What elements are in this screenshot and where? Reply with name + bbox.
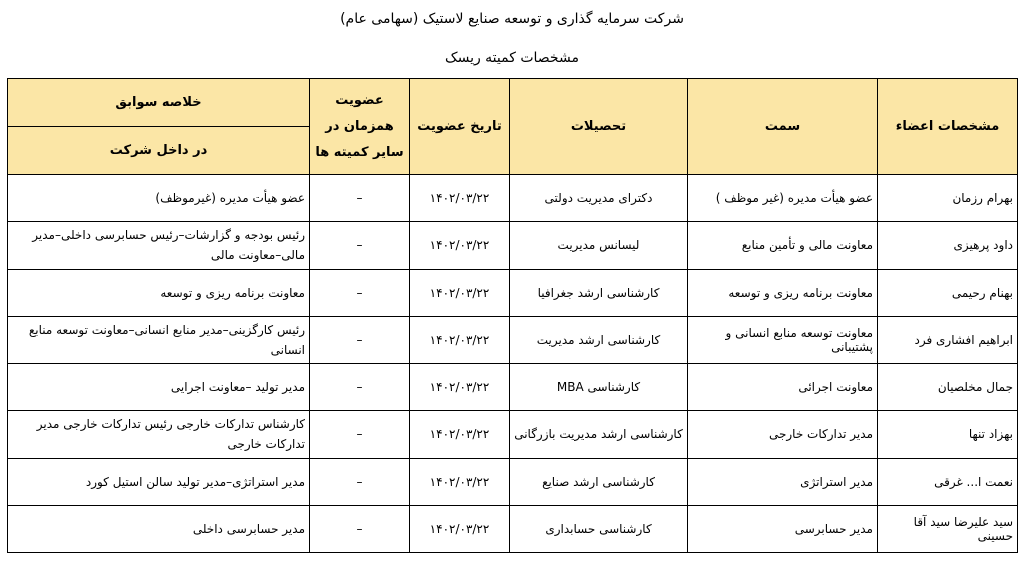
education-cell: کارشناسی ارشد صنایع <box>510 458 688 505</box>
background-cell: عضو هیأت مدیره (غیرموظف) <box>8 175 310 222</box>
member-name-cell: داود پرهیزی <box>878 222 1018 269</box>
col-header-education: تحصیلات <box>510 79 688 175</box>
membership-date-cell: ۱۴۰۲/۰۳/۲۲ <box>410 505 510 552</box>
member-name-cell: جمال مخلصیان <box>878 364 1018 411</box>
risk-committee-table <box>7 78 1018 553</box>
other-committees-cell: – <box>310 458 410 505</box>
document-subtitle: مشخصات کمیته ریسک <box>445 50 579 66</box>
background-cell: رئیس کارگزینی–مدیر منابع انسانی–معاونت توسعه منابع انسانی <box>8 316 310 363</box>
membership-date-cell: ۱۴۰۲/۰۳/۲۲ <box>410 175 510 222</box>
background-cell: مدیر تولید –معاونت اجرایی <box>8 364 310 411</box>
background-cell: مدیر حسابرسی داخلی <box>8 505 310 552</box>
membership-date-cell: ۱۴۰۲/۰۳/۲۲ <box>410 364 510 411</box>
position-cell: عضو هیأت مدیره (غیر موظف ) <box>688 175 878 222</box>
education-cell: کارشناسی ارشد مدیریت بازرگانی <box>510 411 688 458</box>
membership-date-cell: ۱۴۰۲/۰۳/۲۲ <box>410 458 510 505</box>
membership-date-cell: ۱۴۰۲/۰۳/۲۲ <box>410 411 510 458</box>
background-cell: رئیس بودجه و گزارشات–رئیس حسابرسی داخلی–مدیر مالی–معاونت مالی <box>8 222 310 269</box>
col-header-date: تاریخ عضویت <box>410 79 510 175</box>
company-title: شرکت سرمایه گذاری و توسعه صنایع لاستیک (سهامی عام) <box>340 11 684 27</box>
table-row <box>8 411 1018 458</box>
table-row <box>8 364 1018 411</box>
education-cell: کارشناسی ارشد جغرافیا <box>510 269 688 316</box>
background-cell: معاونت برنامه ریزی و توسعه <box>8 269 310 316</box>
member-name-cell: بهنام رحیمی <box>878 269 1018 316</box>
other-committees-cell: – <box>310 411 410 458</box>
other-committees-cell: – <box>310 364 410 411</box>
membership-date-cell: ۱۴۰۲/۰۳/۲۲ <box>410 316 510 363</box>
education-cell: کارشناسی MBA <box>510 364 688 411</box>
col-header-background-sub: در داخل شرکت <box>8 127 310 175</box>
position-cell: معاونت اجرائی <box>688 364 878 411</box>
education-cell: کارشناسی ارشد مدیریت <box>510 316 688 363</box>
table-row <box>8 222 1018 269</box>
position-cell: مدیر استراتژی <box>688 458 878 505</box>
table-header <box>8 79 1018 175</box>
member-name-cell: بهرام رزمان <box>878 175 1018 222</box>
member-name-cell: نعمت ا... غرقی <box>878 458 1018 505</box>
table-row <box>8 505 1018 552</box>
membership-date-cell: ۱۴۰۲/۰۳/۲۲ <box>410 222 510 269</box>
table-body <box>8 175 1018 553</box>
col-header-position: سمت <box>688 79 878 175</box>
other-committees-cell: – <box>310 316 410 363</box>
position-cell: معاونت توسعه منابع انسانی و پشتیبانی <box>688 316 878 363</box>
col-header-member: مشخصات اعضاء <box>878 79 1018 175</box>
background-cell: کارشناس تدارکات خارجی رئیس تدارکات خارجی مدیر تدارکات خارجی <box>8 411 310 458</box>
other-committees-cell: – <box>310 505 410 552</box>
membership-date-cell: ۱۴۰۲/۰۳/۲۲ <box>410 269 510 316</box>
other-committees-cell: – <box>310 175 410 222</box>
position-cell: معاونت برنامه ریزی و توسعه <box>688 269 878 316</box>
education-cell: کارشناسی حسابداری <box>510 505 688 552</box>
position-cell: مدیر تدارکات خارجی <box>688 411 878 458</box>
member-name-cell: بهزاد تنها <box>878 411 1018 458</box>
other-committees-cell: – <box>310 269 410 316</box>
col-header-other-committees: عضویت همزمان در سایر کمیته ها <box>310 79 410 175</box>
member-name-cell: سید علیرضا سید آقا حسینی <box>878 505 1018 552</box>
background-cell: مدیر استراتژی–مدیر تولید سالن استیل کورد <box>8 458 310 505</box>
education-cell: لیسانس مدیریت <box>510 222 688 269</box>
table-row <box>8 175 1018 222</box>
table-row <box>8 458 1018 505</box>
position-cell: مدیر حسابرسی <box>688 505 878 552</box>
member-name-cell: ابراهیم افشاری فرد <box>878 316 1018 363</box>
col-header-background: خلاصه سوابق <box>8 79 310 127</box>
table-row <box>8 316 1018 363</box>
position-cell: معاونت مالی و تأمین منابع <box>688 222 878 269</box>
education-cell: دکترای مدیریت دولتی <box>510 175 688 222</box>
table-row <box>8 269 1018 316</box>
other-committees-cell: – <box>310 222 410 269</box>
